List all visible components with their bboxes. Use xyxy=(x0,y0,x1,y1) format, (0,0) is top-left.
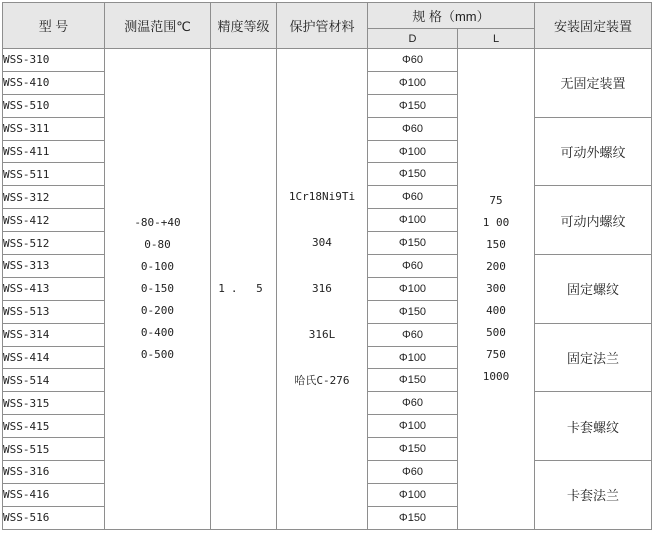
model-cell: WSS-510 xyxy=(3,94,105,117)
range-list-item: 0-500 xyxy=(140,347,175,361)
length-list-item: 750 xyxy=(486,347,506,361)
model-cell: WSS-316 xyxy=(3,461,105,484)
accuracy-value: 1. 5 xyxy=(218,282,269,296)
header-spec: 规 格（mm） xyxy=(368,3,535,29)
diameter-cell: Φ60 xyxy=(368,255,458,278)
diameter-cell: Φ150 xyxy=(368,438,458,461)
range-list-item: -80-+40 xyxy=(134,215,181,229)
mounting-cell: 固定法兰 xyxy=(535,323,652,392)
material-list-item: 哈氏C-276 xyxy=(294,373,350,387)
diameter-cell: Φ100 xyxy=(368,140,458,163)
length-list-item: 1 00 xyxy=(482,215,510,229)
mounting-cell: 卡套螺纹 xyxy=(535,392,652,461)
model-cell: WSS-314 xyxy=(3,323,105,346)
mounting-cell: 固定螺纹 xyxy=(535,255,652,324)
header-spec-l: L xyxy=(458,29,535,49)
header-accuracy: 精度等级 xyxy=(211,3,277,49)
length-list-item: 300 xyxy=(486,281,506,295)
diameter-cell: Φ100 xyxy=(368,71,458,94)
header-spec-d: D xyxy=(368,29,458,49)
length-list-item: 1000 xyxy=(482,369,510,383)
model-cell: WSS-516 xyxy=(3,506,105,529)
model-cell: WSS-413 xyxy=(3,277,105,300)
model-cell: WSS-412 xyxy=(3,209,105,232)
diameter-cell: Φ100 xyxy=(368,346,458,369)
accuracy-cell xyxy=(211,49,277,530)
length-list-item: 200 xyxy=(486,259,506,273)
header-range: 测温范围℃ xyxy=(105,3,211,49)
diameter-cell: Φ100 xyxy=(368,483,458,506)
diameter-cell: Φ60 xyxy=(368,49,458,72)
spec-table xyxy=(2,2,652,530)
mounting-cell: 无固定装置 xyxy=(535,49,652,118)
diameter-cell: Φ60 xyxy=(368,186,458,209)
model-cell: WSS-410 xyxy=(3,71,105,94)
range-list-item: 0-150 xyxy=(140,281,175,295)
length-list-item: 400 xyxy=(486,303,506,317)
material-list-item: 316 xyxy=(312,281,332,295)
range-list-item: 0-200 xyxy=(140,303,175,317)
diameter-cell: Φ100 xyxy=(368,415,458,438)
model-cell: WSS-515 xyxy=(3,438,105,461)
model-cell: WSS-313 xyxy=(3,255,105,278)
range-list-item: 0-100 xyxy=(140,259,175,273)
table-header xyxy=(3,3,652,49)
diameter-cell: Φ100 xyxy=(368,277,458,300)
range-list-item: 0-400 xyxy=(140,325,175,339)
diameter-cell: Φ150 xyxy=(368,300,458,323)
diameter-cell: Φ60 xyxy=(368,392,458,415)
model-cell: WSS-310 xyxy=(3,49,105,72)
model-cell: WSS-311 xyxy=(3,117,105,140)
mounting-cell: 可动外螺纹 xyxy=(535,117,652,186)
material-list-item: 1Cr18Ni9Ti xyxy=(288,189,356,203)
model-cell: WSS-414 xyxy=(3,346,105,369)
diameter-cell: Φ150 xyxy=(368,232,458,255)
material-list-item: 316L xyxy=(308,327,336,341)
model-cell: WSS-312 xyxy=(3,186,105,209)
diameter-cell: Φ150 xyxy=(368,506,458,529)
model-cell: WSS-416 xyxy=(3,483,105,506)
mounting-cell: 可动内螺纹 xyxy=(535,186,652,255)
model-cell: WSS-513 xyxy=(3,300,105,323)
model-cell: WSS-411 xyxy=(3,140,105,163)
diameter-cell: Φ150 xyxy=(368,369,458,392)
length-list-item: 150 xyxy=(486,237,506,251)
header-mounting: 安装固定装置 xyxy=(535,3,652,49)
model-cell: WSS-415 xyxy=(3,415,105,438)
diameter-cell: Φ100 xyxy=(368,209,458,232)
table-body xyxy=(3,49,652,530)
diameter-cell: Φ150 xyxy=(368,163,458,186)
header-model: 型 号 xyxy=(3,3,105,49)
model-cell: WSS-514 xyxy=(3,369,105,392)
range-list-item: 0-80 xyxy=(144,237,171,251)
diameter-cell: Φ60 xyxy=(368,323,458,346)
diameter-cell: Φ60 xyxy=(368,117,458,140)
material-cell xyxy=(277,49,368,530)
material-list-item: 304 xyxy=(312,235,332,249)
length-list-item: 500 xyxy=(486,325,506,339)
header-material: 保护管材料 xyxy=(277,3,368,49)
table-row xyxy=(3,49,652,72)
diameter-cell: Φ60 xyxy=(368,461,458,484)
range-cell xyxy=(105,49,211,530)
diameter-cell: Φ150 xyxy=(368,94,458,117)
model-cell: WSS-511 xyxy=(3,163,105,186)
range-list xyxy=(134,212,180,366)
length-list-item: 75 xyxy=(489,193,503,207)
model-cell: WSS-315 xyxy=(3,392,105,415)
length-cell xyxy=(458,49,535,530)
model-cell: WSS-512 xyxy=(3,232,105,255)
material-list xyxy=(289,174,355,404)
mounting-cell: 卡套法兰 xyxy=(535,461,652,530)
length-list xyxy=(483,190,510,388)
